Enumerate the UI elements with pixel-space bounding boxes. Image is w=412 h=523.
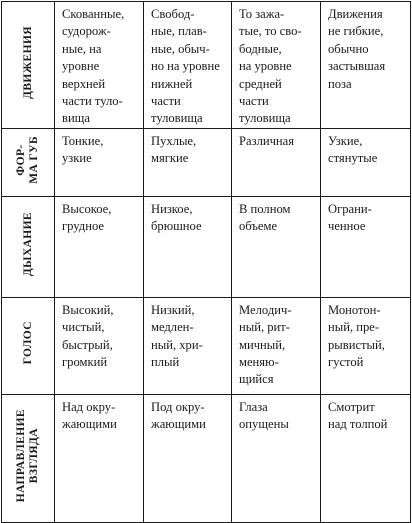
table-cell: Пухлые, мягкие (144, 128, 232, 196)
table-cell: Монотон- ный, пре- рывистый, густой (321, 297, 411, 394)
row-header-voice (2, 297, 55, 394)
table-cell: Свобод- ные, плав- ные, обыч- но на уровне нижней части туловища (144, 2, 232, 129)
table-cell: Высокое, грудное (55, 196, 144, 297)
table-cell: Узкие, стянутые (321, 128, 411, 196)
table-cell: В полном объеме (232, 196, 321, 297)
row-header-lips (2, 128, 55, 196)
row-header-label: ДЫХАНИЕ (21, 212, 34, 277)
table-row (2, 196, 411, 297)
row-header-gaze (2, 394, 55, 522)
comparison-table (1, 1, 411, 523)
table-row (2, 297, 411, 394)
table-cell: Над окру- жающими (55, 394, 144, 522)
row-header-movements (2, 2, 55, 129)
table-cell: Низкий, медлен- ный, хри- плый (144, 297, 232, 394)
table-cell: Мелодич- ный, рит- мичный, меняю- щийся (232, 297, 321, 394)
table-cell: Скованные, судорож- ные, на уровне верхней части туло- вища (55, 2, 144, 129)
table-cell: Тонкие, узкие (55, 128, 144, 196)
table-row (2, 394, 411, 522)
table-cell: Движения не гибкие, обычно застывшая поза (321, 2, 411, 129)
table-cell: Под окру- жающими (144, 394, 232, 522)
row-header-breathing (2, 196, 55, 297)
table-cell: Различная (232, 128, 321, 196)
row-header-label: ГОЛОС (21, 321, 34, 365)
row-header-label: ДВИЖЕНИЯ (21, 25, 34, 99)
row-header-label: ФОР- МА ГУБ (15, 135, 40, 184)
table-cell: Смотрит над толпой (321, 394, 411, 522)
table-row (2, 2, 411, 129)
table-cell: Глаза опущены (232, 394, 321, 522)
table-cell: Высокий, чистый, быстрый, громкий (55, 297, 144, 394)
table-row (2, 128, 411, 196)
table-cell: То зажа- тые, то сво- бодные, на уровне средней части туловища (232, 2, 321, 129)
row-header-label: НАПРАВЛЕНИЕ ВЗГЛЯДА (15, 409, 40, 503)
table-cell: Низкое, брюшное (144, 196, 232, 297)
table-cell: Ограни- ченное (321, 196, 411, 297)
